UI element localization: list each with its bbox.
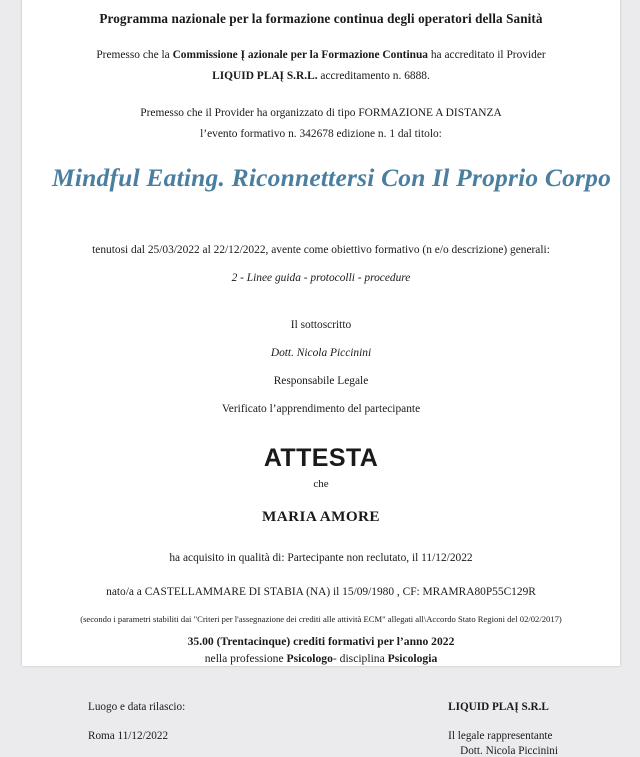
premise-suffix: ha accreditato il Provider: [428, 49, 546, 62]
credits-line: 35.00 (Trentacinque) crediti formativi per l’anno 2022: [187, 634, 455, 648]
representative-name: Dott. Nicola Piccinini: [460, 744, 558, 757]
ecm-criteria-note: (secondo i parametri stabiliti dai "Criteri per l'assegnazione dei crediti alle attività ECM" allegati all\Accordo Stato Regioni del 02/02/2017): [80, 613, 562, 624]
profession-prefix: nella professione: [204, 651, 287, 665]
premise-organization-line: Premesso che il Provider ha organizzato di tipo FORMAZIONE A DISTANZA: [140, 106, 502, 119]
profession-value: Psicologo: [286, 651, 333, 665]
profession-line: [52, 652, 590, 665]
representative-label: Il legale rappresentante: [448, 729, 553, 742]
event-number-line: l’evento formativo n. 342678 edizione n. 1 dal titolo:: [200, 127, 442, 140]
recipient-name: MARIA AMORE: [262, 507, 380, 525]
commission-name: Commissione Į azionale per la Formazione Continua: [172, 49, 429, 62]
certificate-footer: [52, 701, 590, 757]
place-date-value: Roma 11/12/2022: [88, 729, 169, 742]
undersigned-name: Dott. Nicola Piccinini: [270, 346, 372, 359]
certificate-content: [22, 10, 620, 757]
accreditation-number: accreditamento n. 6888.: [317, 70, 430, 83]
certificate-page: [22, 0, 620, 757]
course-objective: 2 - Linee guida - protocolli - procedure: [231, 271, 411, 284]
discipline-value: Psicologia: [387, 651, 438, 665]
acquisition-line: ha acquisito in qualità di: Partecipante non reclutato, il 11/12/2022: [169, 551, 473, 564]
undersigned-label: Il sottoscritto: [290, 318, 352, 331]
footer-left-column: [88, 701, 185, 757]
birth-and-fiscal-code-line: nato/a a CASTELLAMMARE DI STABIA (NA) il 15/09/1980 , CF: MRAMRA80P55C129R: [106, 585, 536, 598]
verification-line: Verificato l’apprendimento del partecipante: [221, 402, 421, 415]
course-title: Mindful Eating. Riconnettersi Con Il Proprio Corpo: [52, 162, 612, 192]
provider-name: LIQUID PLAĮ S.R.L.: [212, 70, 318, 83]
undersigned-role: Responsabile Legale: [273, 374, 369, 387]
place-date-label: Luogo e data rilascio:: [88, 700, 186, 713]
program-heading: Programma nazionale per la formazione continua degli operatori della Sanità: [99, 11, 543, 26]
course-period-line: tenutosi dal 25/03/2022 al 22/12/2022, avente come obiettivo formativo (n e/o descrizione) generali:: [92, 243, 550, 256]
che-word: che: [313, 477, 329, 490]
premise-prefix: Premesso che la: [96, 49, 173, 62]
discipline-prefix: - disciplina: [332, 651, 388, 665]
provider-accreditation-line: [52, 69, 590, 84]
footer-right-column: [448, 701, 558, 757]
premise-accreditation-line: [52, 48, 590, 63]
footer-company-name: LIQUID PLAĮ S.R.L: [448, 700, 549, 713]
attesta-word: ATTESTA: [263, 443, 379, 472]
